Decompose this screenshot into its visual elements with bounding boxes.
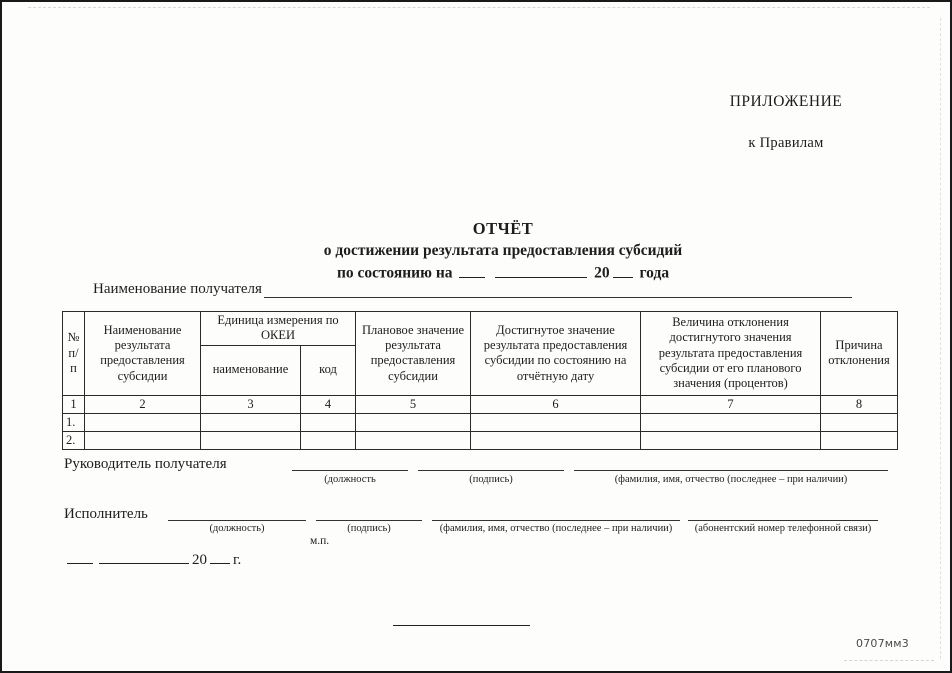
document-subtitle: о достижении результата предоставления субсидий <box>323 242 683 259</box>
empty-cell <box>356 413 471 431</box>
column-number: 4 <box>301 395 356 413</box>
executor-label: Исполнитель <box>64 506 148 522</box>
column-number: 5 <box>356 395 471 413</box>
table-row <box>63 413 898 431</box>
column-number: 8 <box>821 395 898 413</box>
recipient-label: Наименование получателя <box>93 281 262 297</box>
seal-mark: м.п. <box>310 535 330 547</box>
empty-cell <box>471 413 641 431</box>
col-header-achieved: Достигнутое значение результата предоставления субсидии по состоянию на отчётную дату <box>471 312 641 396</box>
date-suffix: года <box>639 264 670 282</box>
title-date-line <box>110 263 896 283</box>
empty-cell <box>356 432 471 450</box>
col-header-result-name: Наименование результата предоставления субсидии <box>85 312 201 396</box>
empty-cell <box>641 413 821 431</box>
empty-cell <box>301 432 356 450</box>
head-position-blank <box>292 470 408 471</box>
column-number: 3 <box>201 395 301 413</box>
column-number-row <box>63 395 898 413</box>
head-sign-caption: (подпись) <box>469 474 513 485</box>
col-header-unit-group: Единица измерения по ОКЕИ <box>201 312 356 346</box>
head-sign-blank <box>418 470 564 471</box>
column-number: 2 <box>85 395 201 413</box>
annex-subtitle: к Правилам <box>748 135 824 151</box>
date-day-blank <box>67 550 93 564</box>
executor-sign-blank <box>316 520 422 521</box>
date-century: 20 <box>594 264 610 282</box>
empty-cell <box>471 432 641 450</box>
empty-cell <box>85 432 201 450</box>
executor-sign-caption: (подпись) <box>347 523 391 534</box>
head-name-caption: (фамилия, имя, отчество (последнее – при наличии) <box>614 474 848 485</box>
empty-cell <box>821 413 898 431</box>
empty-cell <box>641 432 821 450</box>
executor-name-caption: (фамилия, имя, отчество (последнее – при наличии) <box>439 523 673 534</box>
executor-position-caption: (должность) <box>209 523 265 534</box>
col-header-reason: Причина отклонения <box>821 312 898 396</box>
table-row <box>63 432 898 450</box>
report-table <box>62 311 898 450</box>
col-header-unit-name: наименование <box>201 345 301 395</box>
executor-position-blank <box>168 520 306 521</box>
executor-name-blank <box>432 520 680 521</box>
date-year-blank <box>613 263 633 278</box>
head-position-caption: (должность <box>324 474 376 485</box>
executor-phone-caption: (абонентский номер телефонной связи) <box>694 523 872 534</box>
row-number: 1. <box>63 413 85 431</box>
annex-block <box>700 93 872 152</box>
col-header-planned: Плановое значение результата предоставления субсидии <box>356 312 471 396</box>
empty-cell <box>201 432 301 450</box>
empty-cell <box>821 432 898 450</box>
empty-cell <box>85 413 201 431</box>
scan-artifact-right-line <box>940 18 941 659</box>
recipient-name-blank <box>264 283 852 298</box>
document-title: ОТЧЁТ <box>472 219 534 238</box>
date-month-blank <box>495 263 587 278</box>
head-signature-label: Руководитель получателя <box>64 456 227 472</box>
col-header-num: № п/п <box>63 312 85 396</box>
col-header-unit-code: код <box>301 345 356 395</box>
date-day-blank <box>459 263 485 278</box>
recipient-line <box>93 281 852 298</box>
annex-title: ПРИЛОЖЕНИЕ <box>729 93 843 110</box>
scan-artifact-top-line <box>28 7 930 8</box>
column-number: 1 <box>63 395 85 413</box>
date-suffix: г. <box>233 552 242 569</box>
date-prefix: по состоянию на <box>336 264 453 282</box>
empty-cell <box>301 413 356 431</box>
empty-cell <box>201 413 301 431</box>
row-number: 2. <box>63 432 85 450</box>
head-name-blank <box>574 470 888 471</box>
footer-code: 0707мм3 <box>856 637 909 650</box>
date-year-blank <box>210 550 230 564</box>
column-number: 7 <box>641 395 821 413</box>
scan-artifact-bottom-line <box>844 660 934 661</box>
document-title-block <box>110 219 896 283</box>
date-century: 20 <box>192 552 207 569</box>
footer-separator-line <box>393 625 530 626</box>
document-date-line <box>64 550 241 569</box>
column-number: 6 <box>471 395 641 413</box>
date-month-blank <box>99 550 189 564</box>
col-header-deviation: Величина отклонения достигнутого значения результата предоставления субсидии от его планового значения (процентов) <box>641 312 821 396</box>
executor-phone-blank <box>688 520 878 521</box>
